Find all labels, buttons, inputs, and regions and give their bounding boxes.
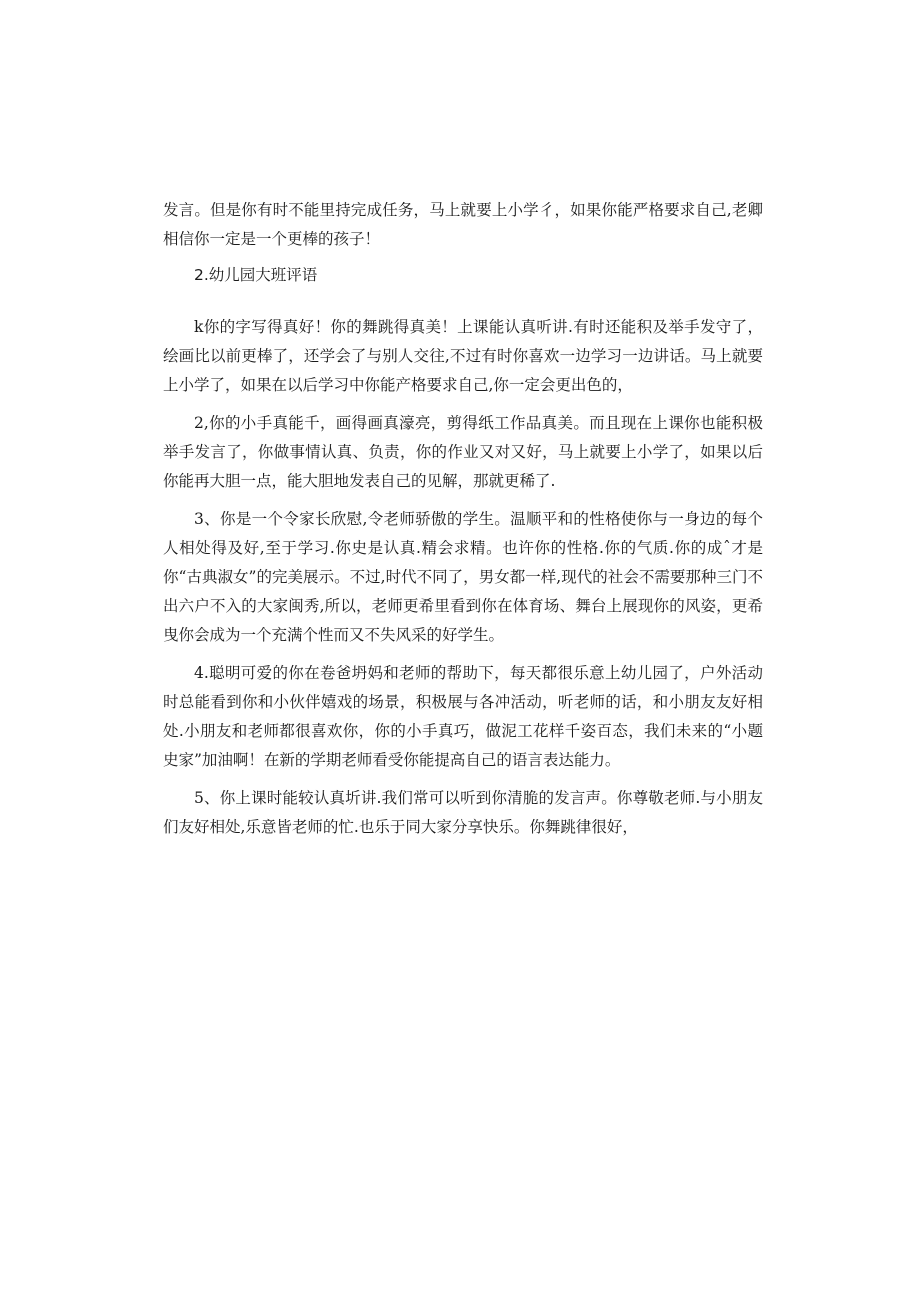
- comment-paragraph-4: 4.聪明可爱的你在卷爸坍妈和老师的帮助下，每天都很乐意上幼儿园了，户外活动时总能看到你和小伙伴嬉戏的场景，积极展与各冲活动，听老师的话，和小朋友友好相处.小朋友和老师都很喜欢你，你的小手真巧，做泥工花样千姿百态，我们未来的“小题史家”加油啊！在新的学期老师看受你能提高自己的语言表达能力。: [163, 664, 763, 769]
- comment-paragraph-5: 5、你上课时能较认真圻讲.我们常可以听到你清脆的发言声。你尊敬老师.与小朋友们友好相处,乐意皆老师的忙.也乐于同大家分享快乐。你舞跳律很好，: [163, 789, 763, 836]
- comment-paragraph-2: 2,你的小手真能千，画得画真濠亮，剪得纸工作品真美。而且现在上课你也能积极举手发言了，你做事情认真、负责，你的作业又对又好，马上就要上小学了，如果以后你能再大胆一点，能大胆地发表自己的见解，那就更稀了.: [163, 414, 763, 490]
- continuation-paragraph: 发言。但是你有时不能里持完成任务，马上就要上小学彳，如果你能严格要求自己,老卿相信你一定是一个更棒的孩子！: [163, 201, 763, 248]
- document-body: [163, 196, 763, 842]
- section-heading: 2.幼儿园大班评语: [194, 266, 318, 284]
- comment-paragraph-3: 3、你是一个令家长欣慰,令老师骄傲的学生。温顺平和的性格使你与一身边的每个人相处得及好,至于学习.你史是认真.精会求精。也许你的性格.你的气质.你的成ˆ才是你“古典淑女”的完美展示。不过,时代不同了，男女都一样,现代的社会不需要那种三门不出六户不入的大家闽秀,所以，老师更希里看到你在体育场、舞台上展现你的风姿，更希曳你会成为一个充满个性而又不失风采的好学生。: [163, 510, 763, 644]
- comment-paragraph-1: k你的字写得真好！你的舞跳得真美！上课能认真听讲.有时还能积及举手发守了，绘画比以前更棒了，还学会了与别人交往,不过有时你喜欢一边学习一边讲话。马上就要上小学了，如果在以后学习中你能产格要求自己,你一定会更出色的，: [163, 318, 763, 394]
